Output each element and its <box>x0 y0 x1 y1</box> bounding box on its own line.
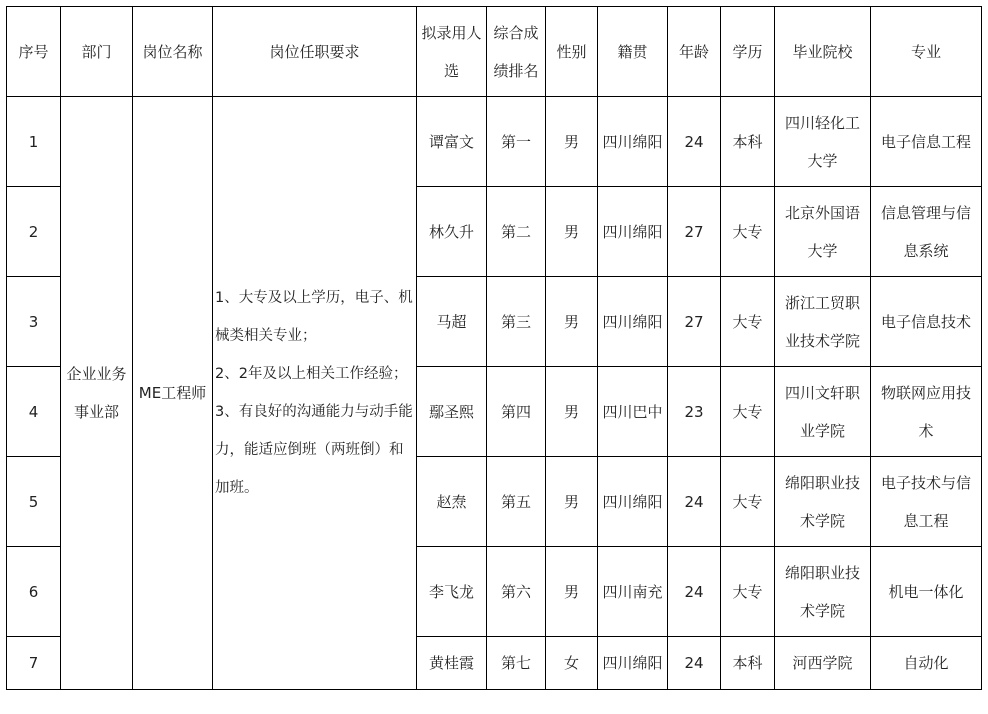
origin-cell: 四川巴中 <box>598 367 668 457</box>
requirement-item: 1、大专及以上学历，电子、机械类相关专业； <box>215 290 413 344</box>
header-candidate: 拟录用人选 <box>417 7 487 97</box>
education-cell: 本科 <box>721 637 775 690</box>
header-no: 序号 <box>7 7 61 97</box>
header-rank: 综合成绩排名 <box>487 7 546 97</box>
table-row <box>7 97 982 187</box>
candidate-name-cell: 马超 <box>417 277 487 367</box>
school-cell: 浙江工贸职业技术学院 <box>775 277 871 367</box>
major-cell: 电子信息技术 <box>871 277 982 367</box>
gender-cell: 男 <box>546 457 598 547</box>
school-cell: 北京外国语大学 <box>775 187 871 277</box>
education-cell: 大专 <box>721 457 775 547</box>
rank-cell: 第二 <box>487 187 546 277</box>
candidate-name-cell: 林久升 <box>417 187 487 277</box>
major-cell: 信息管理与信息系统 <box>871 187 982 277</box>
rank-cell: 第六 <box>487 547 546 637</box>
header-major: 专业 <box>871 7 982 97</box>
education-cell: 本科 <box>721 97 775 187</box>
header-row <box>7 7 982 97</box>
age-cell: 24 <box>668 457 721 547</box>
requirements-cell <box>213 97 417 690</box>
rank-cell: 第三 <box>487 277 546 367</box>
school-cell: 四川文轩职业学院 <box>775 367 871 457</box>
rank-cell: 第五 <box>487 457 546 547</box>
header-school: 毕业院校 <box>775 7 871 97</box>
rank-cell: 第四 <box>487 367 546 457</box>
education-cell: 大专 <box>721 187 775 277</box>
origin-cell: 四川南充 <box>598 547 668 637</box>
origin-cell: 四川绵阳 <box>598 277 668 367</box>
school-cell: 四川轻化工大学 <box>775 97 871 187</box>
origin-cell: 四川绵阳 <box>598 457 668 547</box>
header-origin: 籍贯 <box>598 7 668 97</box>
age-cell: 23 <box>668 367 721 457</box>
gender-cell: 男 <box>546 547 598 637</box>
major-cell: 电子信息工程 <box>871 97 982 187</box>
major-cell: 电子技术与信息工程 <box>871 457 982 547</box>
requirement-item: 3、有良好的沟通能力与动手能力，能适应倒班（两班倒）和加班。 <box>215 404 413 496</box>
education-cell: 大专 <box>721 277 775 367</box>
education-cell: 大专 <box>721 367 775 457</box>
row-number-cell: 1 <box>7 97 61 187</box>
position-cell: ME工程师 <box>133 97 213 690</box>
gender-cell: 男 <box>546 367 598 457</box>
education-cell: 大专 <box>721 547 775 637</box>
school-cell: 绵阳职业技术学院 <box>775 547 871 637</box>
candidate-name-cell: 黄桂霞 <box>417 637 487 690</box>
age-cell: 24 <box>668 637 721 690</box>
candidate-name-cell: 谭富文 <box>417 97 487 187</box>
age-cell: 27 <box>668 187 721 277</box>
gender-cell: 女 <box>546 637 598 690</box>
rank-cell: 第七 <box>487 637 546 690</box>
school-cell: 绵阳职业技术学院 <box>775 457 871 547</box>
candidate-name-cell: 李飞龙 <box>417 547 487 637</box>
major-cell: 机电一体化 <box>871 547 982 637</box>
row-number-cell: 6 <box>7 547 61 637</box>
rank-cell: 第一 <box>487 97 546 187</box>
gender-cell: 男 <box>546 97 598 187</box>
age-cell: 24 <box>668 97 721 187</box>
header-position: 岗位名称 <box>133 7 213 97</box>
gender-cell: 男 <box>546 187 598 277</box>
origin-cell: 四川绵阳 <box>598 187 668 277</box>
header-department: 部门 <box>61 7 133 97</box>
age-cell: 24 <box>668 547 721 637</box>
department-cell: 企业业务事业部 <box>61 97 133 690</box>
row-number-cell: 3 <box>7 277 61 367</box>
row-number-cell: 7 <box>7 637 61 690</box>
header-age: 年龄 <box>668 7 721 97</box>
candidate-name-cell: 赵焘 <box>417 457 487 547</box>
requirement-item: 2、2年及以上相关工作经验； <box>215 366 408 382</box>
origin-cell: 四川绵阳 <box>598 637 668 690</box>
row-number-cell: 4 <box>7 367 61 457</box>
row-number-cell: 5 <box>7 457 61 547</box>
major-cell: 自动化 <box>871 637 982 690</box>
candidate-name-cell: 鄢圣熙 <box>417 367 487 457</box>
header-education: 学历 <box>721 7 775 97</box>
school-cell: 河西学院 <box>775 637 871 690</box>
major-cell: 物联网应用技术 <box>871 367 982 457</box>
origin-cell: 四川绵阳 <box>598 97 668 187</box>
header-gender: 性别 <box>546 7 598 97</box>
recruitment-table <box>6 6 982 690</box>
age-cell: 27 <box>668 277 721 367</box>
header-requirements: 岗位任职要求 <box>213 7 417 97</box>
gender-cell: 男 <box>546 277 598 367</box>
row-number-cell: 2 <box>7 187 61 277</box>
